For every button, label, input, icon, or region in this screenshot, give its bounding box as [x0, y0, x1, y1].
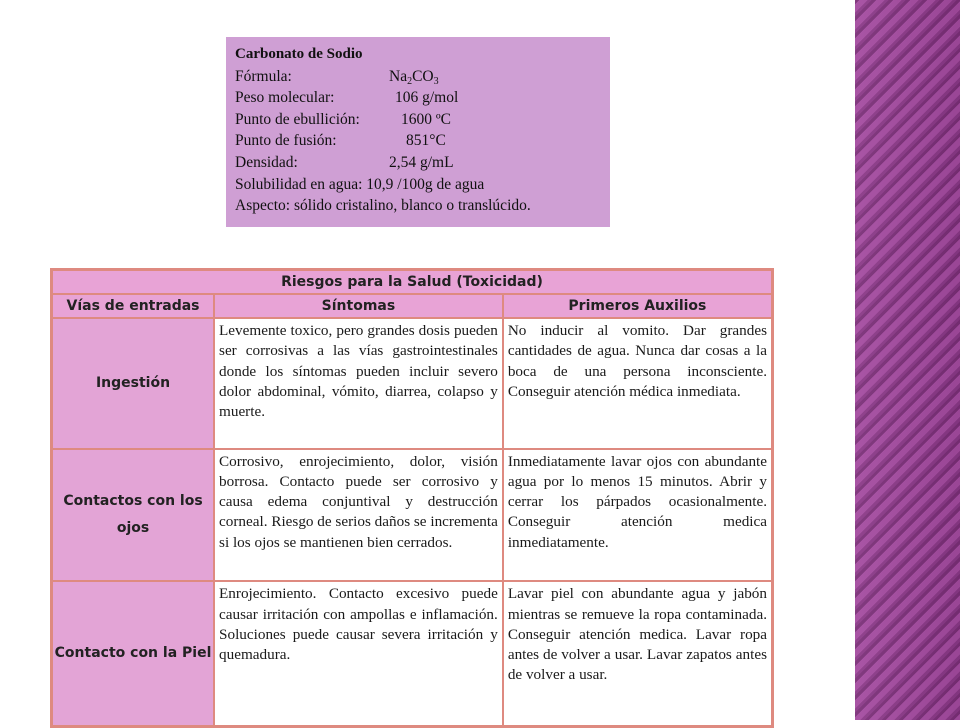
- symptoms-cell: Levemente toxico, pero grandes dosis pueden ser corrosivas a las vías gastrointestinales donde los síntomas pueden incluir severo dolor abdominal, vómito, diarrea, colapso y muerte.: [214, 318, 503, 449]
- info-row-boiling-point: [235, 109, 610, 131]
- info-value: 106 g/mol: [395, 89, 459, 107]
- formula-part: Na: [389, 67, 408, 85]
- info-value: 851°C: [406, 132, 446, 150]
- table-row: [52, 318, 772, 449]
- first-aid-cell: No inducir al vomito. Dar grandes cantidades de agua. Nunca dar cosas a la boca de una persona inconsciente. Conseguir atención médica inmediata.: [503, 318, 772, 449]
- toxicity-table: [50, 268, 774, 728]
- formula-part: CO: [412, 67, 434, 85]
- info-label: Punto de fusión:: [235, 132, 337, 150]
- symptoms-cell: Corrosivo, enrojecimiento, dolor, visión borrosa. Contacto puede ser corrosivo y causa edema conjuntival y destrucción corneal. Riesgo de serios daños se incrementa si los ojos se mantienen bien cerrados.: [214, 449, 503, 582]
- info-value: 1600 ºC: [401, 110, 452, 128]
- info-label: Solubilidad en agua:: [235, 175, 363, 193]
- route-cell: Contacto con la Piel: [52, 581, 214, 726]
- first-aid-cell: Lavar piel con abundante agua y jabón mientras se remueve la ropa contaminada. Conseguir atención medica. Lavar ropa antes de volver a usar. Lavar zapatos antes de volver a usar.: [503, 581, 772, 726]
- info-label: Aspecto:: [235, 197, 291, 215]
- info-value: [389, 66, 439, 88]
- first-aid-cell: Inmediatamente lavar ojos con abundante agua por lo menos 15 minutos. Abrir y cerrar los párpados ocasionalmente. Conseguir atención medica inmediatamente.: [503, 449, 772, 582]
- info-row-molecular-weight: [235, 87, 610, 109]
- info-label: Densidad:: [235, 153, 298, 171]
- column-header-symptoms: Síntomas: [214, 294, 503, 318]
- decorative-stripe-panel: [855, 0, 960, 720]
- compound-info-box: [226, 37, 610, 227]
- route-cell: Contactos con los ojos: [52, 449, 214, 582]
- info-label: Fórmula:: [235, 67, 292, 85]
- info-value: 10,9 /100g de agua: [366, 175, 485, 193]
- info-value: 2,54 g/mL: [389, 153, 454, 171]
- info-label: Punto de ebullición:: [235, 110, 360, 128]
- route-cell: Ingestión: [52, 318, 214, 449]
- column-header-first-aid: Primeros Auxilios: [503, 294, 772, 318]
- info-row-density: [235, 152, 610, 174]
- symptoms-cell: Enrojecimiento. Contacto excesivo puede causar irritación con ampollas e inflamación. Soluciones puede causar severa irritación y quemadura.: [214, 581, 503, 726]
- info-row-solubility: [235, 174, 610, 196]
- info-value: sólido cristalino, blanco o translúcido.: [293, 197, 531, 215]
- formula-subscript: 2: [407, 75, 413, 87]
- info-row-formula: [235, 66, 610, 88]
- info-row-melting-point: [235, 130, 610, 152]
- compound-title: Carbonato de Sodio: [235, 46, 363, 62]
- info-label: Peso molecular:: [235, 89, 335, 107]
- table-row: [52, 449, 772, 582]
- table-title: Riesgos para la Salud (Toxicidad): [52, 270, 772, 294]
- info-row-appearance: [235, 195, 610, 217]
- formula-subscript: 3: [433, 75, 439, 87]
- column-header-routes: Vías de entradas: [52, 294, 214, 318]
- table-row: [52, 581, 772, 726]
